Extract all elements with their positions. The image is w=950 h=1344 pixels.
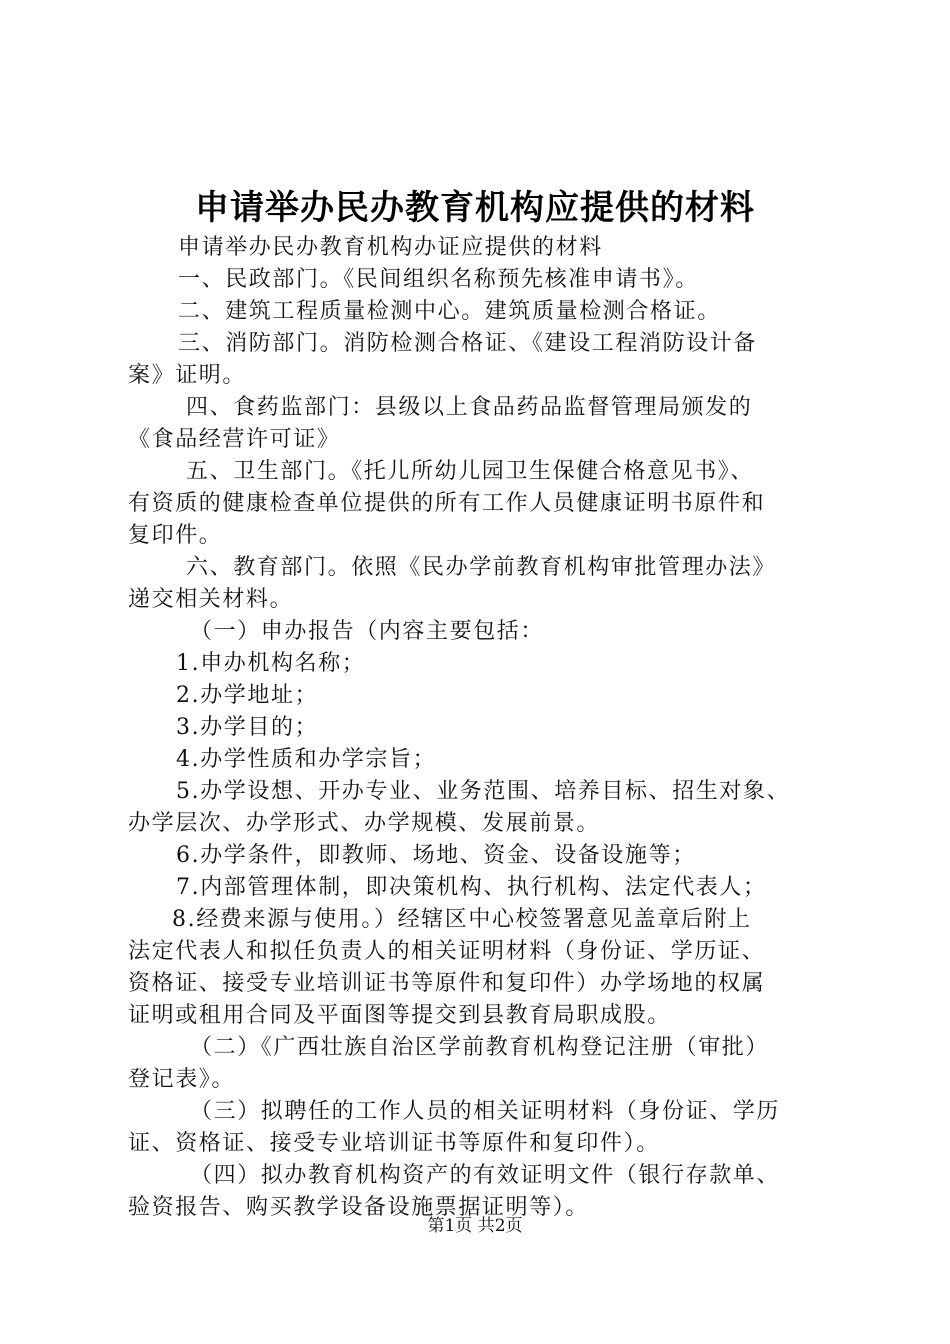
paragraph-line: 5.办学设想、开办专业、业务范围、培养目标、招生对象、 bbox=[176, 779, 791, 804]
paragraph-line: 法定代表人和拟任负责人的相关证明材料（身份证、学历证、 bbox=[128, 939, 766, 964]
paragraph-line: 6.办学条件，即教师、场地、资金、设备设施等； bbox=[176, 843, 696, 868]
paragraph-line: （三）拟聘任的工作人员的相关证明材料（身份证、学历 bbox=[190, 1099, 781, 1124]
paragraph-line: （四）拟办教育机构资产的有效证明文件（银行存款单、 bbox=[190, 1163, 781, 1188]
paragraph-line: 7.内部管理体制，即决策机构、执行机构、法定代表人； bbox=[176, 875, 767, 900]
paragraph-line: 1.申办机构名称； bbox=[176, 651, 366, 676]
document-title: 申请举办民办教育机构应提供的材料 bbox=[195, 188, 755, 228]
paragraph-line: 五、卫生部门。《托儿所幼儿园卫生保健合格意见书》、 bbox=[186, 459, 755, 484]
page-number-footer: 第1页 共2页 bbox=[427, 1216, 523, 1236]
paragraph-line: 2.办学地址； bbox=[176, 683, 319, 708]
paragraph-line: 办学层次、办学形式、办学规模、发展前景。 bbox=[128, 811, 601, 836]
paragraph-line: 有资质的健康检查单位提供的所有工作人员健康证明书原件和 bbox=[128, 491, 766, 516]
paragraph-line: 3.办学目的； bbox=[176, 715, 319, 740]
paragraph-line: 递交相关材料。 bbox=[128, 587, 294, 612]
paragraph-line: 四、食药监部门：县级以上食品药品监督管理局颁发的 bbox=[186, 395, 753, 420]
paragraph-line: 8.经费来源与使用。）经辖区中心校签署意见盖章后附上 bbox=[172, 907, 752, 932]
paragraph-line: 验资报告、购买教学设备设施票据证明等）。 bbox=[128, 1195, 590, 1220]
paragraph-line: 案》证明。 bbox=[128, 363, 247, 388]
paragraph-line: 证明或租用合同及平面图等提交到县教育局职成股。 bbox=[128, 1003, 671, 1028]
paragraph-line: 4.办学性质和办学宗旨； bbox=[176, 747, 437, 772]
paragraph-line: （二）《广西壮族自治区学前教育机构登记注册（审批） bbox=[190, 1035, 770, 1060]
document-body bbox=[128, 232, 828, 1224]
paragraph-line: 登记表》。 bbox=[128, 1067, 236, 1092]
paragraph-line: 证、资格证、接受专业培训证书等原件和复印件）。 bbox=[128, 1131, 660, 1156]
paragraph-line: 申请举办民办教育机构办证应提供的材料 bbox=[178, 235, 603, 260]
paragraph-line: （一）申办报告（内容主要包括： bbox=[190, 619, 545, 644]
paragraph-line: 复印件。 bbox=[128, 523, 223, 548]
paragraph-line: 三、消防部门。消防检测合格证、《建设工程消防设计备 bbox=[178, 331, 758, 356]
paragraph-line: 《食品经营许可证》 bbox=[128, 427, 341, 452]
paragraph-line: 一、民政部门。《民间组织名称预先核准申请书》。 bbox=[178, 267, 699, 292]
paragraph-line: 六、教育部门。依照《民办学前教育机构审批管理办法》 bbox=[186, 555, 777, 580]
paragraph-line: 资格证、接受专业培训证书等原件和复印件）办学场地的权属 bbox=[128, 971, 766, 996]
paragraph-line: 二、建筑工程质量检测中心。建筑质量检测合格证。 bbox=[178, 299, 721, 324]
